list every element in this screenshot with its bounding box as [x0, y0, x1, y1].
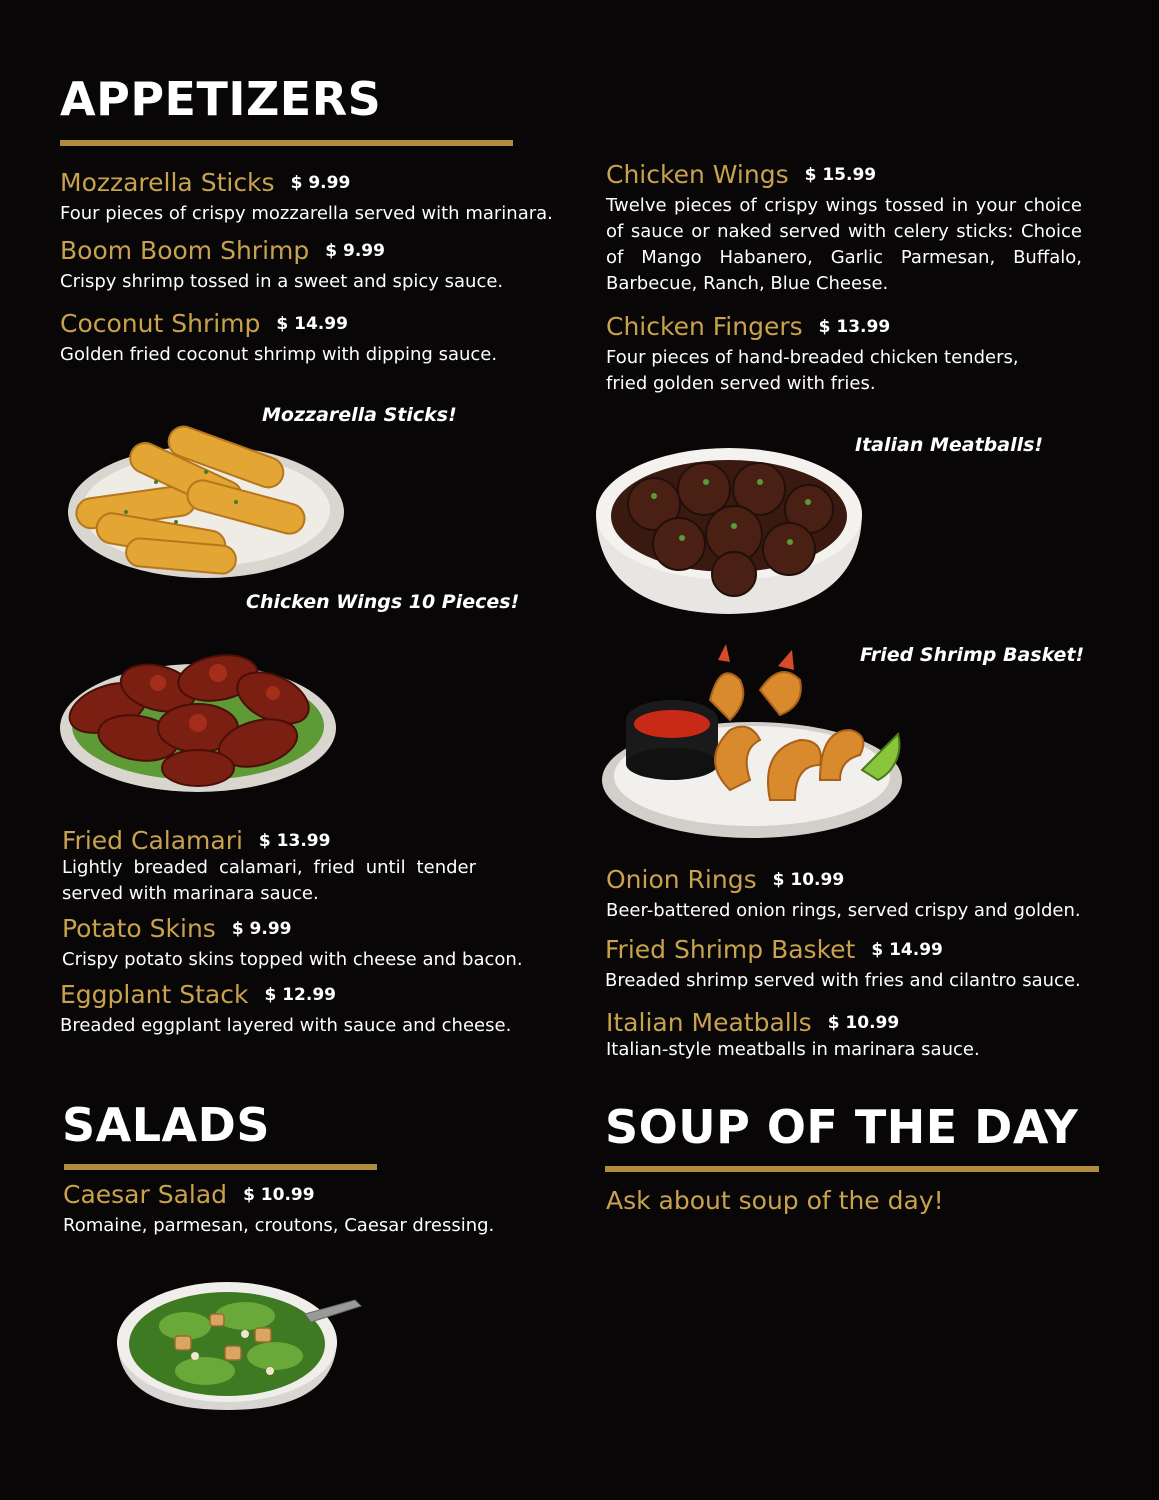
item-name: Caesar Salad	[63, 1180, 228, 1209]
item-name: Potato Skins	[62, 914, 216, 943]
fried-shrimp-basket-photo	[600, 640, 908, 842]
item-description: Breaded shrimp served with fries and cilantro sauce.	[605, 970, 1081, 991]
item-price: $ 10.99	[827, 1013, 900, 1033]
caesar-salad-photo	[115, 1276, 365, 1412]
menu-item-caesar-salad	[63, 1180, 583, 1239]
item-name: Chicken Wings	[606, 160, 789, 189]
salads-divider	[64, 1164, 377, 1170]
item-price: $ 10.99	[772, 870, 845, 890]
menu-item-boom-boom-shrimp	[60, 236, 580, 295]
item-name: Eggplant Stack	[60, 980, 249, 1009]
caption-fried-shrimp-basket: Fried Shrimp Basket!	[860, 644, 1085, 666]
item-description: Golden fried coconut shrimp with dipping sauce.	[60, 344, 498, 365]
menu-item-chicken-wings	[606, 160, 1082, 297]
item-price: $ 14.99	[871, 940, 943, 960]
caption-chicken-wings: Chicken Wings 10 Pieces!	[246, 591, 520, 613]
item-name: Onion Rings	[606, 865, 757, 894]
item-price: $ 9.99	[290, 173, 351, 193]
item-name: Chicken Fingers	[606, 312, 803, 341]
item-price: $ 14.99	[276, 314, 348, 334]
item-name: Mozzarella Sticks	[60, 168, 275, 197]
item-description: Four pieces of crispy mozzarella served with marinara.	[60, 203, 553, 224]
soup-title: SOUP OF THE DAY	[605, 1100, 1079, 1154]
item-description: Beer-battered onion rings, served crispy and golden.	[606, 900, 1081, 921]
item-price: $ 9.99	[325, 241, 385, 261]
appetizers-title: APPETIZERS	[60, 72, 382, 126]
item-price: $ 9.99	[231, 919, 292, 939]
caption-italian-meatballs: Italian Meatballs!	[855, 434, 1044, 456]
salads-title: SALADS	[62, 1098, 270, 1152]
item-name: Fried Calamari	[62, 826, 243, 855]
menu-item-italian-meatballs	[606, 1008, 1126, 1063]
item-description: Crispy potato skins topped with cheese and bacon.	[62, 949, 523, 970]
menu-item-onion-rings	[606, 865, 1126, 924]
menu-item-mozzarella-sticks	[60, 168, 580, 227]
menu-item-coconut-shrimp	[60, 309, 580, 368]
item-description: Twelve pieces of crispy wings tossed in your choice of sauce or naked served with celery sticks: Choice of Mango Habanero, Garlic Parmesan, Buffalo, Barbecue, Ranch, Blue Cheese.	[606, 195, 1082, 294]
item-name: Coconut Shrimp	[60, 309, 261, 338]
item-description: Romaine, parmesan, croutons, Caesar dressing.	[63, 1215, 495, 1236]
item-description: Lightly breaded calamari, fried until tender served with marinara sauce.	[62, 857, 476, 904]
soup-divider	[605, 1166, 1099, 1172]
item-price: $ 15.99	[804, 165, 877, 185]
item-description: Four pieces of hand-breaded chicken tenders, fried golden served with fries.	[606, 347, 1019, 394]
caption-mozzarella-sticks: Mozzarella Sticks!	[262, 404, 457, 426]
item-name: Italian Meatballs	[606, 1008, 812, 1037]
menu-item-potato-skins	[62, 914, 582, 973]
item-price: $ 13.99	[258, 831, 331, 851]
soup-note: Ask about soup of the day!	[606, 1186, 944, 1215]
menu-item-fried-calamari	[62, 826, 476, 907]
chicken-wings-photo	[58, 628, 340, 796]
item-description: Crispy shrimp tossed in a sweet and spicy sauce.	[60, 271, 504, 292]
menu-item-fried-shrimp-basket	[605, 935, 1125, 994]
item-name: Fried Shrimp Basket	[605, 935, 856, 964]
menu-item-eggplant-stack	[60, 980, 580, 1039]
item-price: $ 13.99	[818, 317, 891, 337]
item-description: Breaded eggplant layered with sauce and cheese.	[60, 1015, 512, 1036]
item-description: Italian-style meatballs in marinara sauce.	[606, 1039, 980, 1060]
italian-meatballs-photo	[594, 434, 864, 616]
appetizers-divider	[60, 140, 513, 146]
item-price: $ 10.99	[243, 1185, 315, 1205]
mozzarella-sticks-photo	[66, 422, 350, 584]
item-price: $ 12.99	[264, 985, 337, 1005]
item-name: Boom Boom Shrimp	[60, 236, 310, 265]
menu-item-chicken-fingers	[606, 312, 1046, 397]
